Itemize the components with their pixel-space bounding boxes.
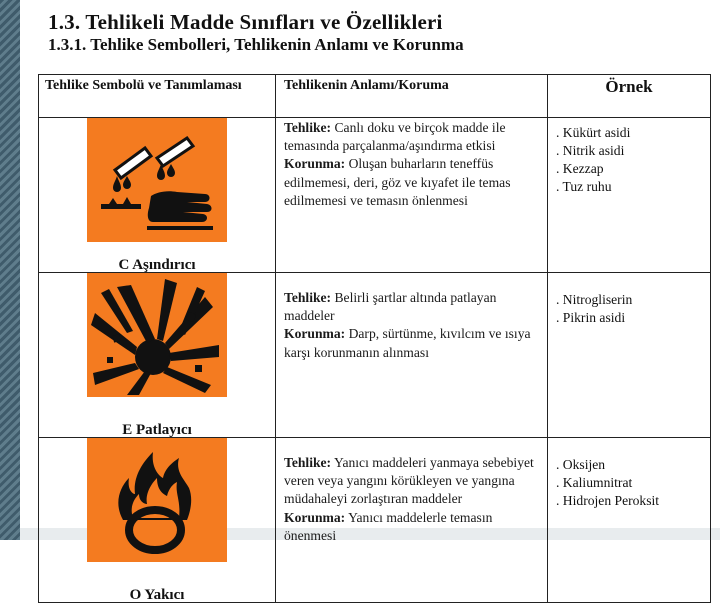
table-row <box>39 438 711 603</box>
meaning-cell <box>276 118 548 273</box>
corrosive-icon <box>87 118 227 242</box>
protection-label: Korunma: <box>284 509 346 525</box>
table-row <box>39 273 711 438</box>
symbol-cell <box>39 438 276 603</box>
symbol-cell <box>39 273 276 438</box>
hazard-label: Tehlike: <box>284 455 332 470</box>
page-subtitle: 1.3.1. Tehlike Sembolleri, Tehlikenin Anlamı ve Korunma <box>48 35 464 54</box>
hazard-text: Canlı doku ve birçok madde ile temasında parçalanma/aşındırma etkisi <box>284 120 506 154</box>
table-row <box>39 118 711 273</box>
header-symbol: Tehlike Sembolü ve Tanımlaması <box>39 75 276 118</box>
example-item: . Hidrojen Peroksit <box>556 493 660 508</box>
example-item: . Pikrin asidi <box>556 310 626 325</box>
hazard-table <box>38 74 711 603</box>
example-item: . Kaliumnitrat <box>556 475 633 490</box>
hazard-label: Tehlike: <box>284 290 332 305</box>
example-cell <box>548 118 711 273</box>
header-meaning: Tehlikenin Anlamı/Koruma <box>276 75 548 118</box>
symbol-label: E Patlayıcı <box>122 422 192 438</box>
header-example: Örnek <box>548 75 711 118</box>
protection-text: Oluşan buharların teneffüs edilmemesi, deri, göz ve kıyafet ile temas edilmemesi ve temasın önlenmesi <box>284 156 511 208</box>
explosive-icon <box>87 273 227 397</box>
decorative-left-bar <box>0 0 20 540</box>
example-item: . Tuz ruhu <box>556 179 612 194</box>
example-cell <box>548 438 711 603</box>
symbol-label: C Aşındırıcı <box>118 257 196 273</box>
example-item: . Nitrogliserin <box>556 292 633 307</box>
protection-text: Yanıcı maddelerle temasın önenmesi <box>284 509 493 543</box>
symbol-label: O Yakıcı <box>129 587 185 603</box>
meaning-cell <box>276 273 548 438</box>
protection-label: Korunma: <box>284 326 346 342</box>
symbol-cell <box>39 118 276 273</box>
hazard-label: Tehlike: <box>284 120 332 135</box>
example-item: . Nitrik asidi <box>556 143 625 158</box>
protection-label: Korunma: <box>284 156 346 172</box>
oxidizing-flame-icon <box>87 438 227 562</box>
table-header-row <box>39 75 711 118</box>
example-item: . Oksijen <box>556 457 606 472</box>
example-cell <box>548 273 711 438</box>
meaning-cell <box>276 438 548 603</box>
protection-text: Darp, sürtünme, kıvılcım ve ısıya karşı korunmanın alınması <box>284 326 531 360</box>
page-title: 1.3. Tehlikeli Madde Sınıfları ve Özellikleri <box>48 10 443 34</box>
example-item: . Kükürt asidi <box>556 125 631 140</box>
example-item: . Kezzap <box>556 161 604 176</box>
hazard-text: Yanıcı maddeleri yanmaya sebebiyet veren veya yangını körükleyen ve yangına müdahaleyi zorlaştıran maddeler <box>284 455 534 507</box>
hazard-text: Belirli şartlar altında patlayan maddeler <box>284 290 497 324</box>
